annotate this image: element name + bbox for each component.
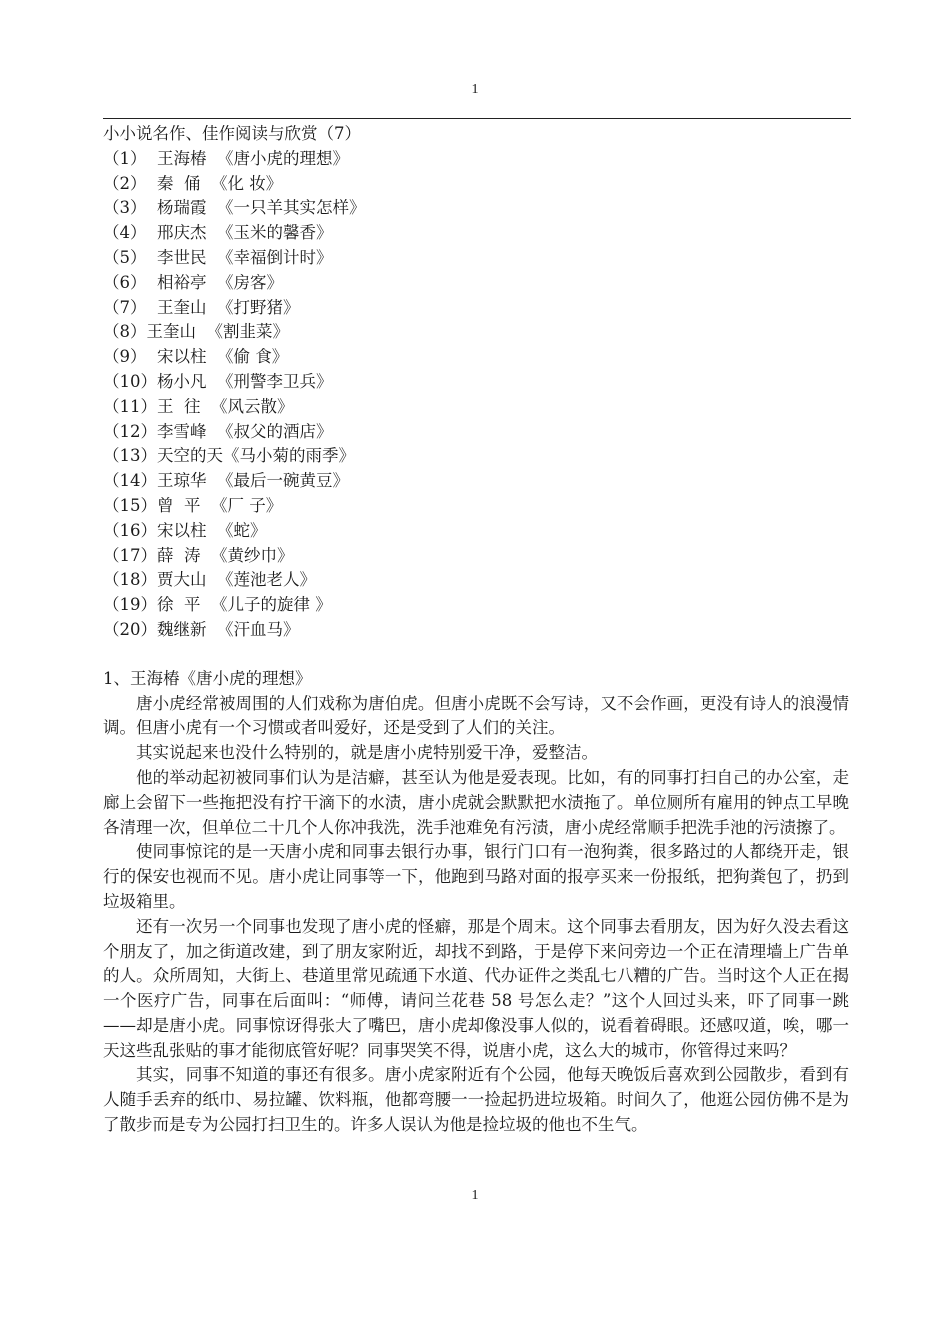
toc-list (103, 147, 849, 643)
spacer (103, 643, 849, 667)
toc-item: （14）王琼华 《最后一碗黄豆》 (103, 471, 349, 491)
toc-item: （13）天空的天《马小菊的雨季》 (103, 446, 355, 466)
toc-item: （5） 李世民 《幸福倒计时》 (103, 247, 333, 267)
body-paragraph: 他的举动起初被同事们认为是洁癖，甚至认为他是爱表现。比如，有的同事打扫自己的办公室，走廊上会留下一些拖把没有拧干滴下的水渍，唐小虎就会默默把水渍拖了。单位厕所有雇用的钟点工早晚各清理一次，但单位二十几个人你冲我洗，洗手池难免有污渍，唐小虎经常顺手把洗手池的污渍擦了。 (103, 767, 849, 837)
document-body (103, 122, 849, 1138)
toc-item: （15）曾 平 《厂 子》 (103, 495, 283, 515)
toc-item: （12）李雪峰 《叔父的酒店》 (103, 421, 333, 441)
toc-item: （7） 王奎山 《打野猪》 (103, 297, 300, 317)
toc-item: （1） 王海椿 《唐小虎的理想》 (103, 148, 349, 168)
toc-title: 小小说名作、佳作阅读与欣赏（7） (103, 124, 361, 143)
body-paragraph: 还有一次另一个同事也发现了唐小虎的怪癖，那是个周末。这个同事去看朋友，因为好久没去看这个朋友了，加之街道改建，到了朋友家附近，却找不到路，于是停下来问旁边一个正在清理墙上广告单的人。众所周知，大街上、巷道里常见疏通下水道、代办证件之类乱七八糟的广告。当时这个人正在揭一个医疗广告，同事在后面叫：“师傅，请问兰花巷 58 号怎么走？”这个人回过头来，吓了同事一跳——却是唐小虎。同事惊讶得张大了嘴巴，唐小虎却像没事人似的，说看着碍眼。还感叹道，唉，哪一天这些乱张贴的事才能彻底管好呢？同事哭笑不得，说唐小虎，这么大的城市，你管得过来吗？ (103, 916, 849, 1060)
toc-item: （2） 秦 俑 《化 妆》 (103, 173, 283, 193)
toc-item: （11）王 往 《风云散》 (103, 396, 294, 416)
section-title: 1、王海椿《唐小虎的理想》 (103, 668, 312, 688)
body-paragraph: 使同事惊诧的是一天唐小虎和同事去银行办事，银行门口有一泡狗粪，很多路过的人都绕开走，银行的保安也视而不见。唐小虎让同事等一下，他跑到马路对面的报亭买来一份报纸，把狗粪包了，扔到垃圾箱里。 (103, 842, 849, 911)
header-page-number: 1 (471, 82, 479, 97)
toc-item: （10）杨小凡 《刑警李卫兵》 (103, 371, 333, 391)
toc-item: （18）贾大山 《莲池老人》 (103, 570, 316, 590)
toc-item: （3） 杨瑞霞 《一只羊其实怎样》 (103, 198, 366, 218)
toc-item: （17）薛 涛 《黄纱巾》 (103, 545, 294, 565)
footer-page-number: 1 (471, 1188, 479, 1203)
toc-item: （4） 邢庆杰 《玉米的馨香》 (103, 223, 333, 243)
body-paragraph: 唐小虎经常被周围的人们戏称为唐伯虎。但唐小虎既不会写诗，又不会作画，更没有诗人的浪漫情调。但唐小虎有一个习惯或者叫爱好，还是受到了人们的关注。 (103, 693, 849, 738)
toc-item: （8）王奎山 《割韭菜》 (103, 322, 289, 342)
toc-item: （20）魏继新 《汗血马》 (103, 619, 300, 639)
toc-item: （6） 相裕亭 《房客》 (103, 272, 283, 292)
body-paragraph: 其实，同事不知道的事还有很多。唐小虎家附近有个公园，他每天晚饭后喜欢到公园散步，看到有人随手丢弃的纸巾、易拉罐、饮料瓶，他都弯腰一一捡起扔进垃圾箱。时间久了，他逛公园仿佛不是为了散步而是专为公园打扫卫生的。许多人误认为他是捡垃圾的他也不生气。 (103, 1065, 849, 1135)
body-paragraph: 其实说起来也没什么特别的，就是唐小虎特别爱干净，爱整洁。 (136, 743, 598, 763)
header-rule (103, 118, 851, 119)
toc-item: （16）宋以柱 《蛇》 (103, 520, 267, 540)
toc-item: （19）徐 平 《儿子的旋律 》 (103, 595, 332, 615)
toc-item: （9） 宋以柱 《偷 食》 (103, 347, 289, 367)
